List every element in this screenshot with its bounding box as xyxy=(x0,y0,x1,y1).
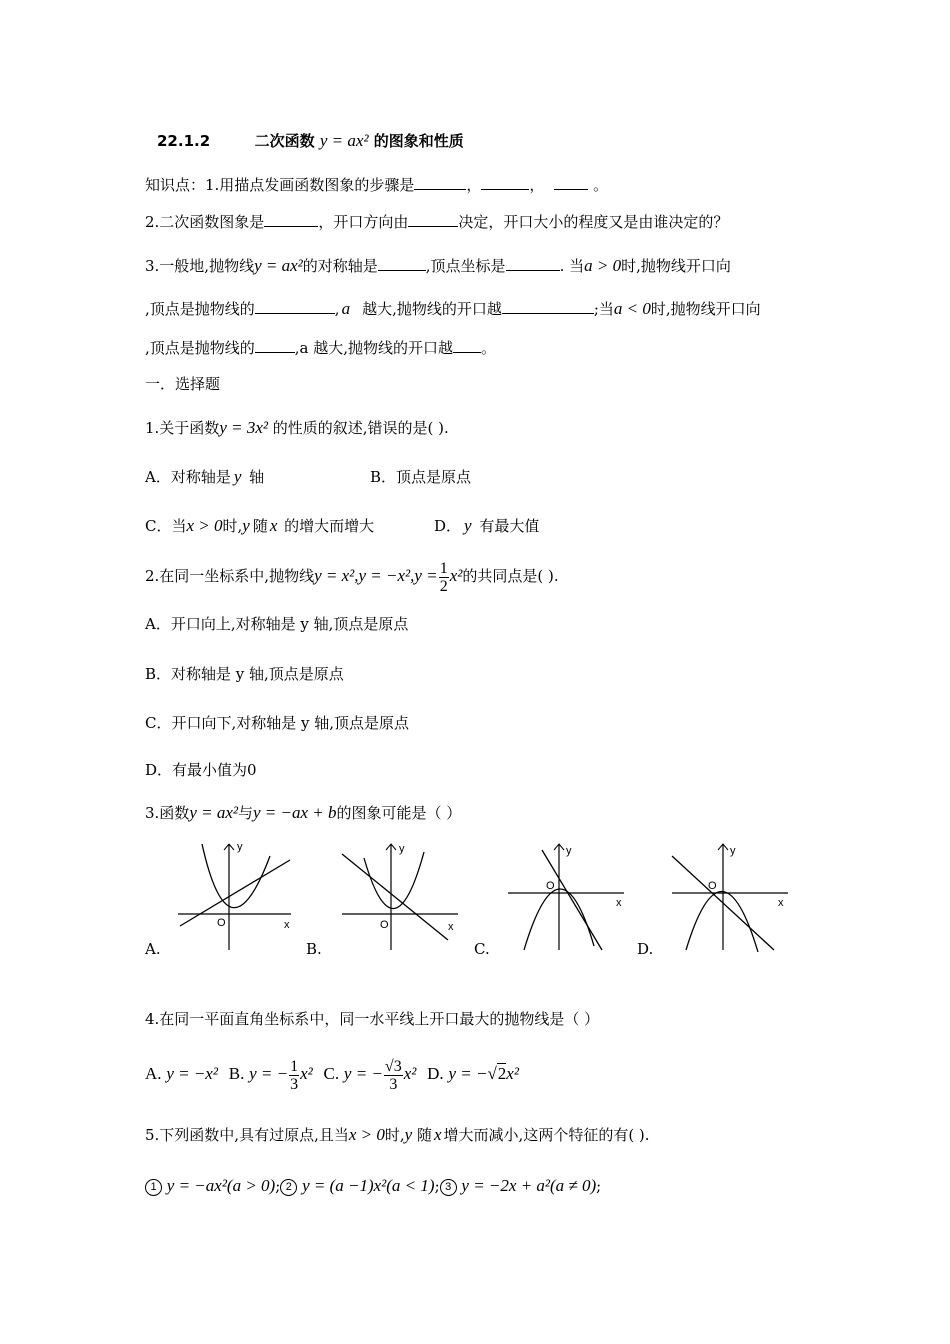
question-2-option-b[interactable]: B．对称轴是 y 轴,顶点是原点 xyxy=(145,665,344,683)
page-title xyxy=(157,131,464,151)
origin-label: O xyxy=(708,880,717,892)
axis-label-y: y xyxy=(237,841,243,853)
question-5-stem: 5.下列函数中,具有过原点,且当x > 0时,y 随 x 增大而减小,这两个特征的有( ). xyxy=(145,1125,650,1144)
knowledge-line-1: 知识点：1.用描点发画函数图象的步骤是 ， ， 。 xyxy=(145,176,609,194)
question-1-stem: 1.关于函数y = 3x² 的性质的叙述,错误的是( ). xyxy=(145,418,449,437)
axis-label-x: x xyxy=(284,919,290,931)
section-heading: 一．选择题 xyxy=(145,375,221,393)
title-formula: y = ax² xyxy=(319,131,369,150)
section-number: 22.1.2 xyxy=(157,132,211,150)
graph-label-d: D. xyxy=(637,940,654,958)
question-4-stem: 4.在同一平面直角坐标系中，同一水平线上开口最大的抛物线是（ ） xyxy=(145,1010,600,1028)
graph-label-c: C. xyxy=(474,940,490,958)
question-3-graph-c[interactable] xyxy=(502,840,632,955)
question-4-option-d[interactable]: D. y = −√2x² xyxy=(427,1064,519,1083)
axis-label-y: y xyxy=(566,845,572,857)
question-2-option-c[interactable]: C．开口向下,对称轴是 y 轴,顶点是原点 xyxy=(145,714,410,732)
question-5-choices: 1 y = −ax²(a > 0); 2 y = (a −1)x²(a < 1); 3 y = −2x + a²(a ≠ 0); xyxy=(145,1176,601,1196)
knowledge-line-5: ,顶点是抛物线的 ,a 越大,抛物线的开口越 。 xyxy=(145,339,497,357)
circled-number-2: 2 xyxy=(280,1179,297,1196)
origin-label: O xyxy=(380,919,389,931)
axis-label-x: x xyxy=(616,897,622,909)
origin-label: O xyxy=(546,880,555,892)
axis-label-x: x xyxy=(448,921,454,933)
question-2-stem: 2.在同一坐标系中,抛物线y = x²,y = −x²,y = $\frac{1}{2}$ x²的共同点是( ). xyxy=(145,559,559,595)
fraction-one-half: $\frac{1}{2}$ xyxy=(439,559,448,595)
origin-label: O xyxy=(217,917,226,929)
title-suffix: 的图象和性质 xyxy=(373,132,464,150)
question-3-graph-b[interactable] xyxy=(336,840,466,955)
question-4-option-c[interactable]: C. y = − $\frac{√3}{3}$ x² xyxy=(323,1057,417,1093)
question-4-option-b[interactable]: B. y = − $\frac{1}{3}$ x² xyxy=(228,1057,313,1093)
title-prefix: 二次函数 xyxy=(254,132,315,150)
question-3-graph-d[interactable] xyxy=(666,840,796,955)
knowledge-line-2: 2.二次函数图象是 ，开口方向由 决定，开口大小的程度又是由谁决定的？ xyxy=(145,213,729,231)
question-2-option-a[interactable]: A．开口向上,对称轴是 y 轴,顶点是原点 xyxy=(145,615,409,633)
question-3-graph-a[interactable] xyxy=(172,840,297,955)
question-1-option-d[interactable]: D． y 有最大值 xyxy=(434,516,540,535)
circled-number-3: 3 xyxy=(440,1179,457,1196)
question-1-option-c[interactable]: C．当x > 0时,y 随 x 的增大而增大 xyxy=(145,516,375,535)
question-1-option-a[interactable]: A．对称轴是 y 轴 xyxy=(145,467,265,486)
knowledge-line-3: 3.一般地,抛物线y = ax²的对称轴是 ,顶点坐标是 . 当a > 0时,抛物线开口向 xyxy=(145,256,731,275)
question-4-option-a[interactable]: A. y = −x² xyxy=(145,1064,218,1083)
question-1-option-b[interactable]: B．顶点是原点 xyxy=(370,468,472,486)
graph-label-b: B. xyxy=(306,940,322,958)
question-2-option-d[interactable]: D．有最小值为0 xyxy=(145,761,257,779)
graph-label-a: A. xyxy=(145,940,161,958)
question-4-options xyxy=(145,1052,519,1096)
circled-number-1: 1 xyxy=(145,1179,162,1196)
axis-label-y: y xyxy=(399,843,405,855)
knowledge-line-4: ,顶点是抛物线的 , a 越大,抛物线的开口越 ;当a < 0时,抛物线开口向 xyxy=(145,299,761,318)
axis-label-x: x xyxy=(778,897,784,909)
question-3-stem: 3.函数y = ax²与y = −ax + b的图象可能是（ ） xyxy=(145,803,462,822)
axis-label-y: y xyxy=(730,845,736,857)
